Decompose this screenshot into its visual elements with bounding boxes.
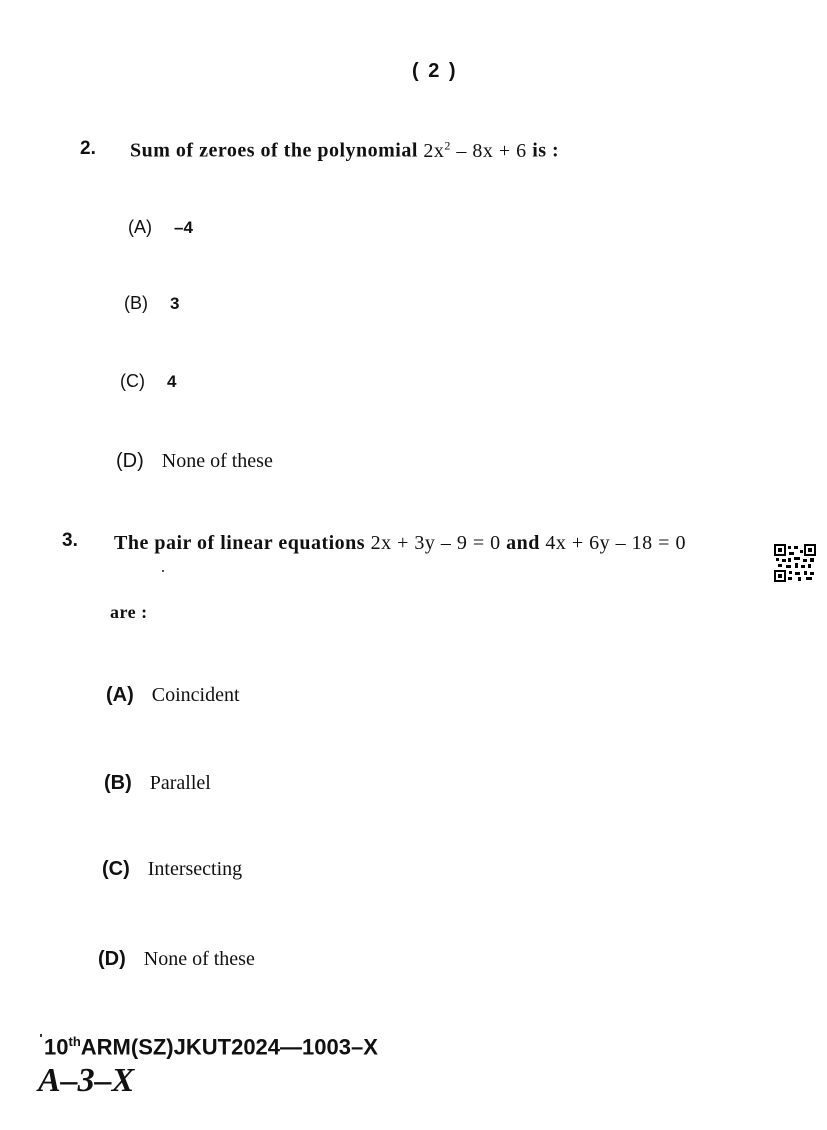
qr-code-icon xyxy=(774,544,816,582)
question-text xyxy=(130,138,559,163)
option-b xyxy=(124,292,179,315)
option-a xyxy=(128,216,193,239)
equation-2: 4x + 6y – 18 = 0 xyxy=(545,532,686,554)
option-label: (A) xyxy=(128,217,152,237)
scan-speck xyxy=(40,1034,42,1037)
option-b xyxy=(104,772,211,795)
option-value: –4 xyxy=(174,218,193,237)
equation-1: 2x + 3y – 9 = 0 xyxy=(370,532,501,554)
option-label: (A) xyxy=(106,684,134,706)
option-a xyxy=(106,684,240,707)
option-value: 4 xyxy=(167,372,177,391)
option-label: (C) xyxy=(102,858,130,880)
question-text-lead: The pair of linear equations xyxy=(114,532,371,554)
option-label: (B) xyxy=(104,772,132,794)
option-value: Parallel xyxy=(149,772,211,794)
question-number: 3. xyxy=(62,530,78,551)
question-text-continuation: are : xyxy=(110,602,148,622)
option-c xyxy=(120,370,176,393)
option-d xyxy=(116,450,273,473)
question-text-tail: is : xyxy=(526,139,560,162)
option-c xyxy=(102,858,242,881)
question-text-conj: and xyxy=(500,532,546,554)
option-value: Intersecting xyxy=(147,858,243,880)
question-number: 2. xyxy=(80,138,96,159)
option-value: 3 xyxy=(170,294,180,313)
option-value: None of these xyxy=(161,450,273,472)
paper-code: 10thARM(SZ)JKUT2024—1003–X xyxy=(44,1034,378,1060)
option-value: Coincident xyxy=(151,684,240,706)
question-text-lead: Sum of zeroes of the polynomial xyxy=(130,139,424,162)
option-label: (D) xyxy=(98,948,126,970)
question-text xyxy=(114,532,686,555)
scan-speck xyxy=(162,570,164,572)
option-value: None of these xyxy=(143,948,255,970)
polynomial-expression: $2x^2 - 8x + 6$ xyxy=(423,138,527,162)
option-label: (B) xyxy=(124,293,148,313)
option-label: (D) xyxy=(116,450,144,472)
set-code: A–3–X xyxy=(38,1062,135,1099)
option-d xyxy=(98,948,255,971)
option-label: (C) xyxy=(120,371,145,391)
page-number: ( 2 ) xyxy=(412,60,458,82)
